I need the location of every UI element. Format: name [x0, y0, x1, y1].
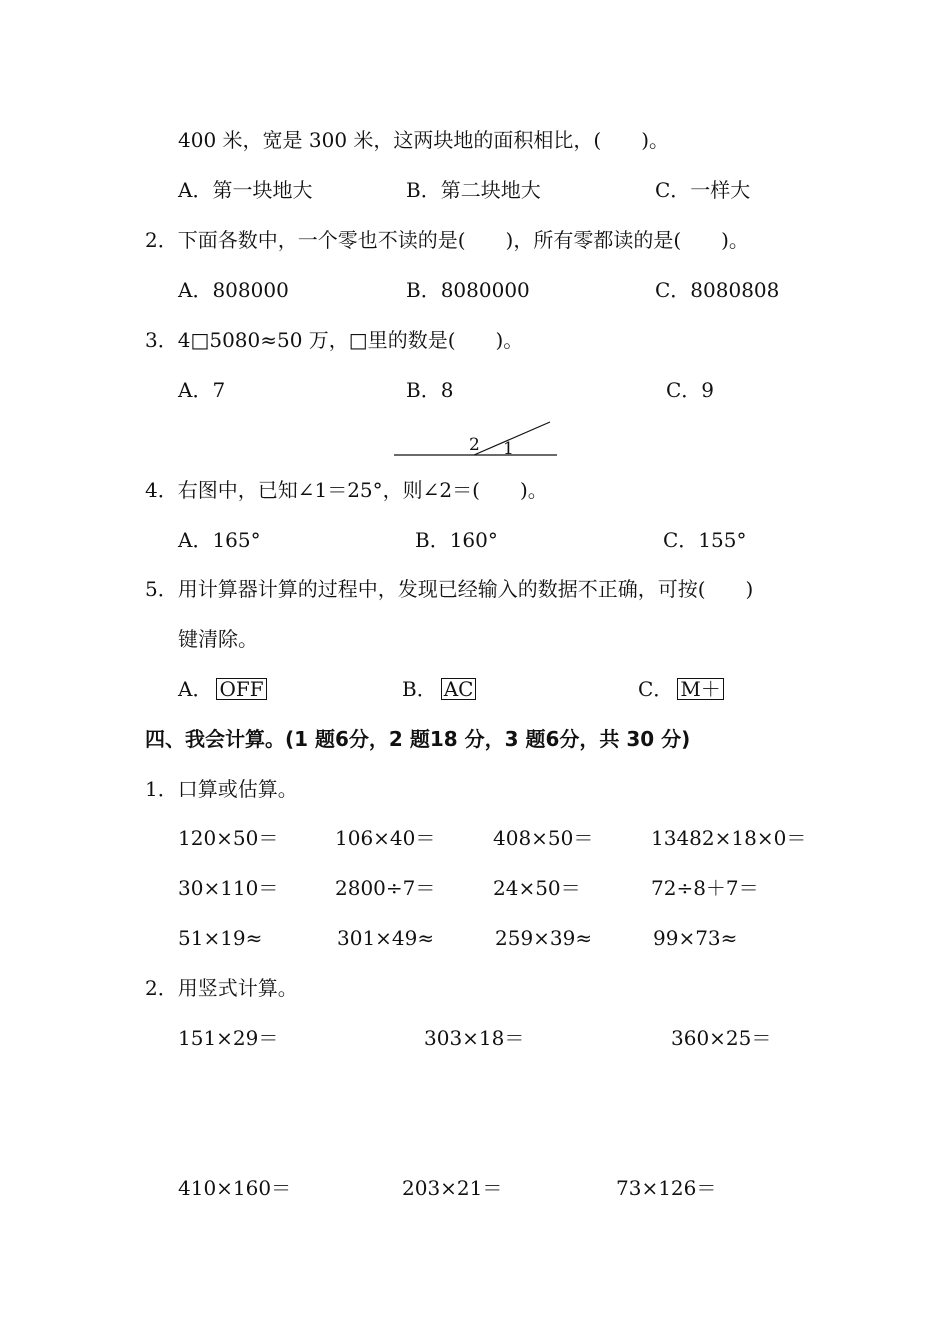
- calc-item: 360×25＝: [671, 1026, 772, 1050]
- calc-item: 151×29＝: [178, 1026, 279, 1050]
- calc-item: 99×73≈: [653, 926, 738, 950]
- option-b: B．8080000: [406, 278, 530, 302]
- calc-item: 13482×18×0＝: [651, 826, 807, 850]
- option-prefix: B．: [402, 677, 437, 701]
- calc-item: 303×18＝: [424, 1026, 525, 1050]
- option-a: A．第一块地大: [178, 178, 313, 202]
- off-key: OFF: [216, 678, 266, 700]
- option-c: C．9: [666, 378, 715, 402]
- option-b: B．160°: [415, 528, 498, 552]
- part-2-title: 2．用竖式计算。: [145, 976, 298, 1000]
- calc-item: 24×50＝: [493, 876, 581, 900]
- option-a: [178, 677, 267, 701]
- option-c: C．155°: [663, 528, 747, 552]
- angle-2-label: 2: [469, 435, 480, 455]
- m-plus-key: M＋: [677, 678, 723, 700]
- option-a: A．7: [178, 378, 226, 402]
- calc-item: 410×160＝: [178, 1176, 292, 1200]
- calc-item: 72÷8＋7＝: [651, 876, 759, 900]
- question-text: 400 米，宽是 300 米，这两块地的面积相比，( )。: [178, 128, 670, 152]
- question-4-stem: 4．右图中，已知∠1＝25°，则∠2＝( )。: [145, 478, 548, 502]
- calc-item: 259×39≈: [495, 926, 593, 950]
- option-b: B．第二块地大: [406, 178, 541, 202]
- calc-item: 30×110＝: [178, 876, 279, 900]
- ac-key: AC: [441, 678, 477, 700]
- question-2-stem: 2．下面各数中，一个零也不读的是( )，所有零都读的是( )。: [145, 228, 749, 252]
- question-5-stem-cont: 键清除。: [178, 627, 258, 651]
- option-prefix: A．: [178, 677, 213, 701]
- option-prefix: C．: [638, 677, 674, 701]
- option-a: A．808000: [178, 278, 289, 302]
- calc-item: 73×126＝: [616, 1176, 717, 1200]
- option-b: B．8: [406, 378, 454, 402]
- section-title: 四、我会计算。(1 题6分，2 题18 分，3 题6分，共 30 分): [145, 727, 691, 751]
- option-a: A．165°: [178, 528, 261, 552]
- calc-item: 120×50＝: [178, 826, 279, 850]
- angle-figure: [390, 418, 560, 462]
- calc-item: 203×21＝: [402, 1176, 503, 1200]
- option-c: [638, 677, 724, 701]
- calc-item: 106×40＝: [335, 826, 436, 850]
- question-3-stem: 3．4□5080≈50 万，□里的数是( )。: [145, 328, 524, 352]
- calc-item: 51×19≈: [178, 926, 263, 950]
- calc-item: 2800÷7＝: [335, 876, 436, 900]
- option-c: C．一样大: [655, 178, 751, 202]
- calc-item: 301×49≈: [337, 926, 435, 950]
- option-c: C．8080808: [655, 278, 780, 302]
- calc-item: 408×50＝: [493, 826, 594, 850]
- part-1-title: 1．口算或估算。: [145, 777, 298, 801]
- option-b: [402, 677, 476, 701]
- question-5-stem: 5．用计算器计算的过程中，发现已经输入的数据不正确，可按( ): [145, 577, 754, 601]
- angle-1-label: 1: [503, 439, 514, 459]
